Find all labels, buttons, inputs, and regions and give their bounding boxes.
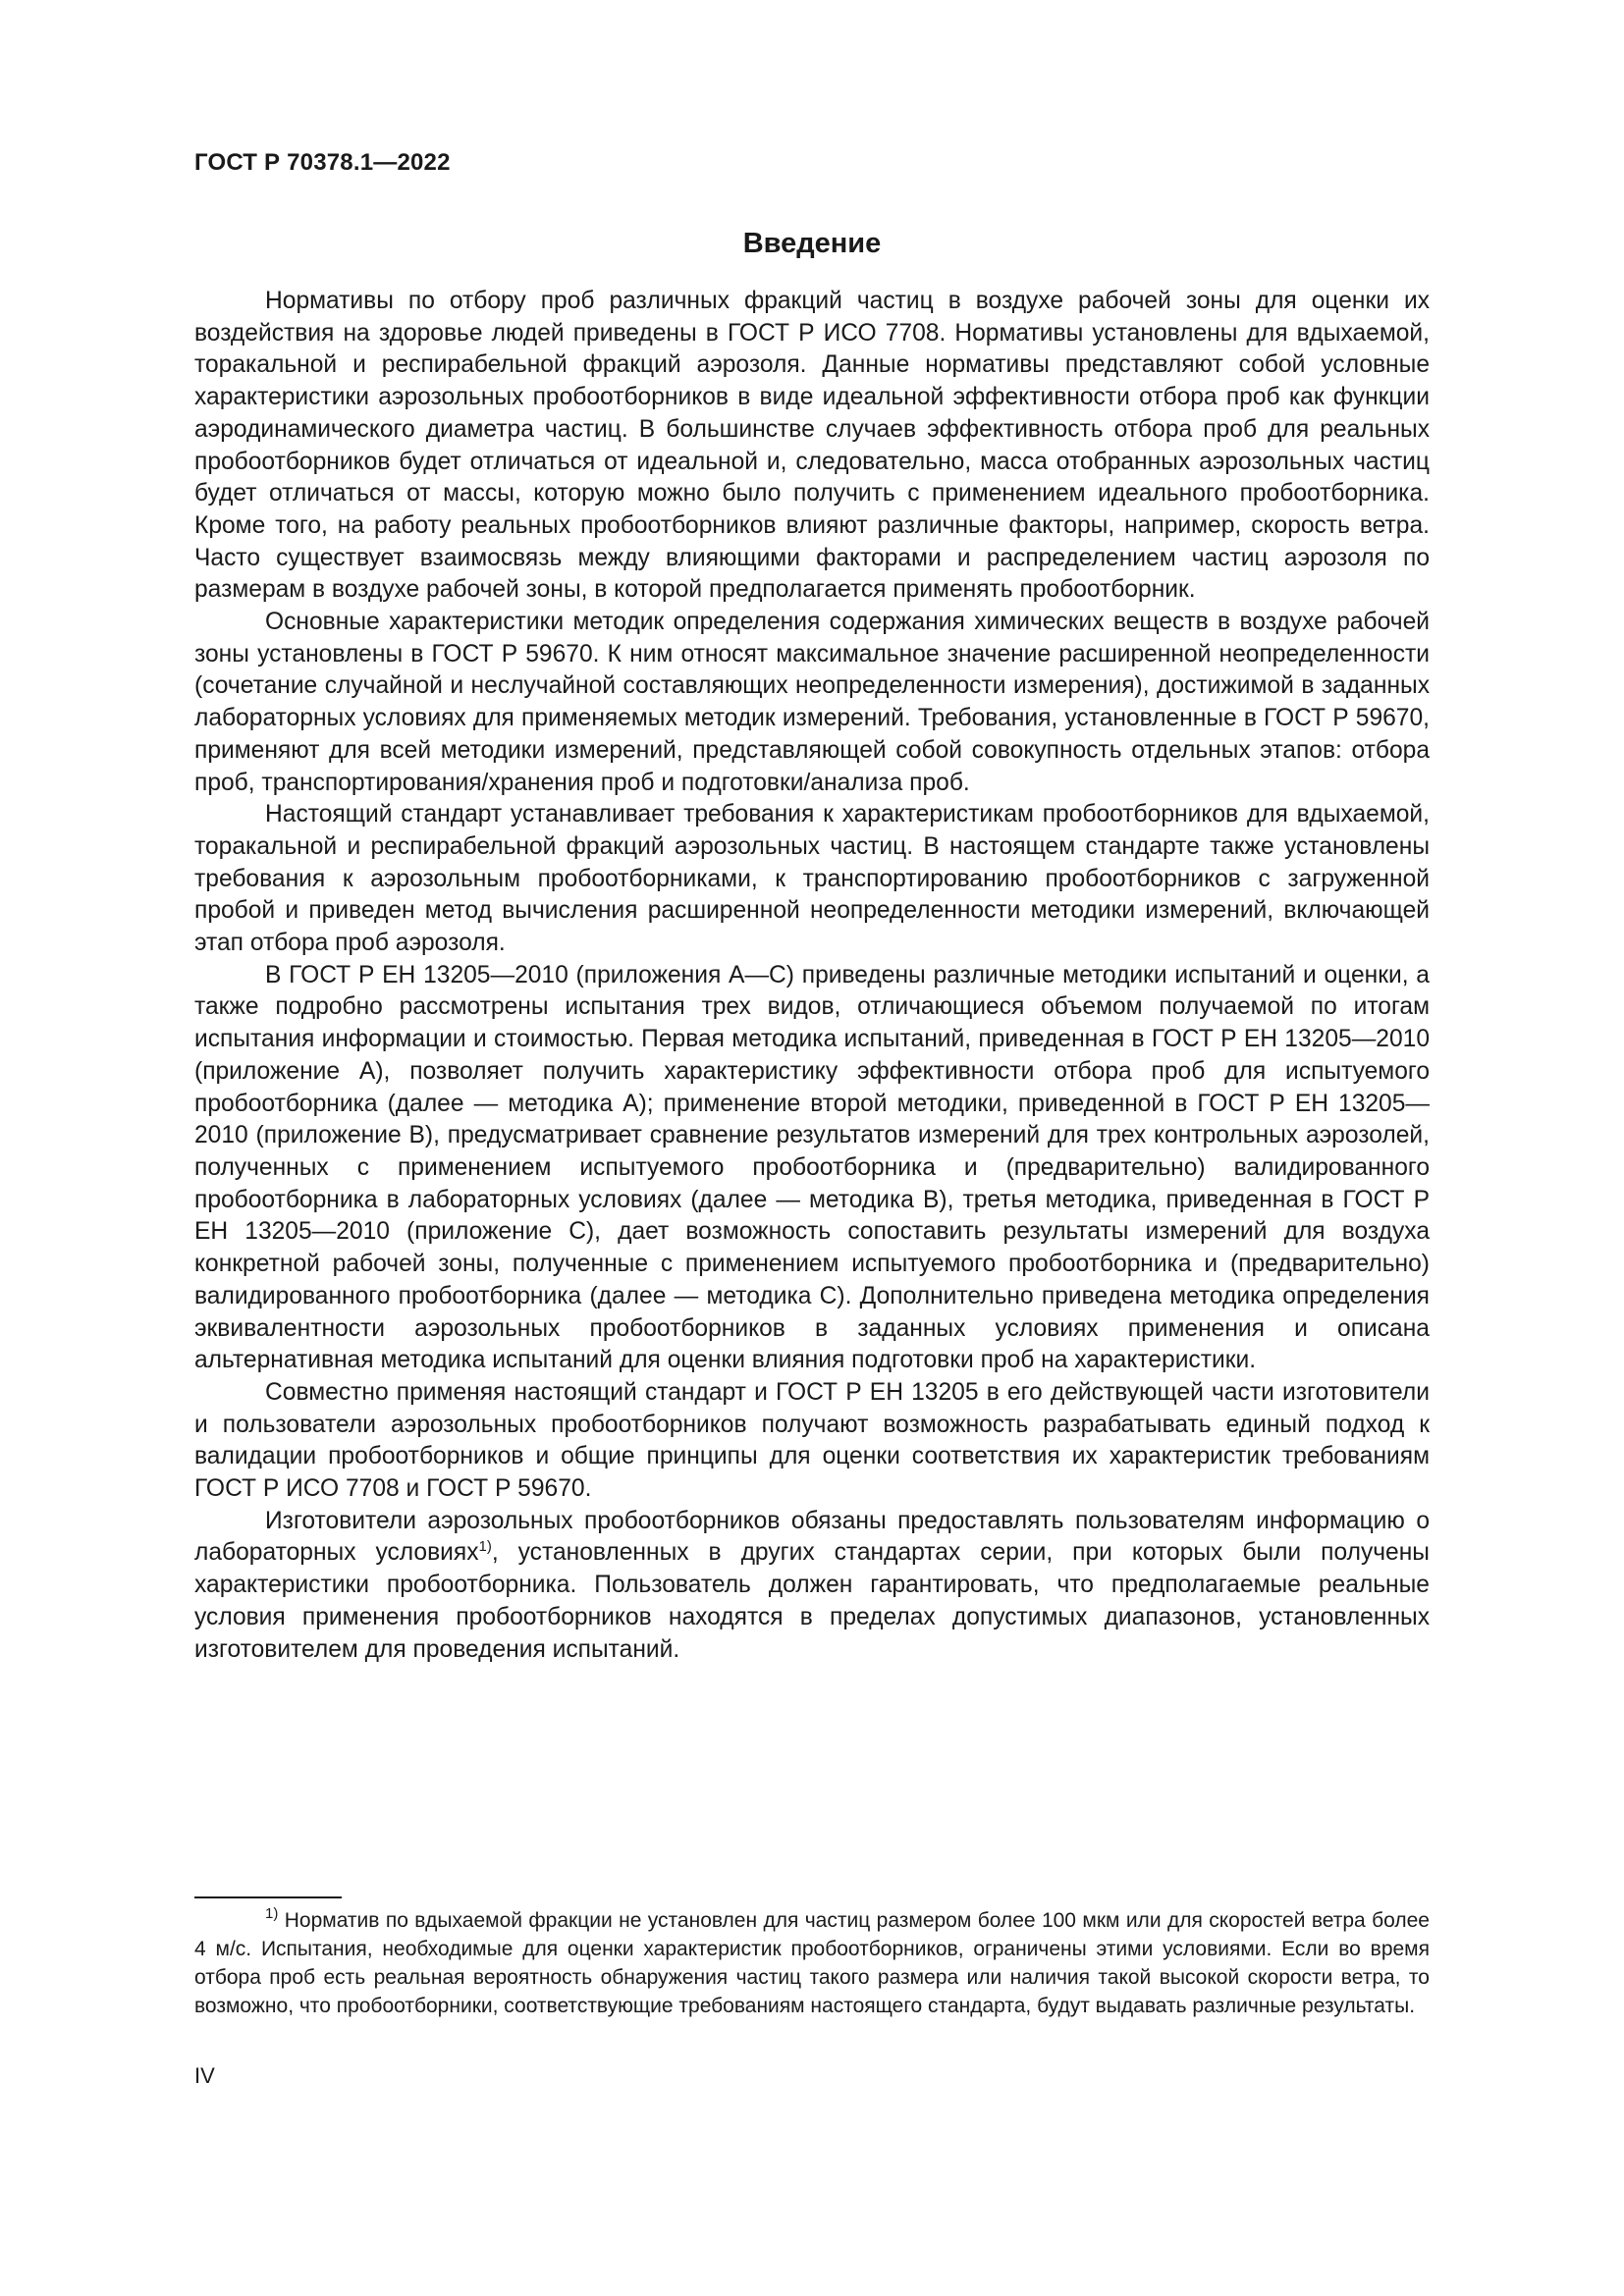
paragraph-3: Настоящий стандарт устанавливает требования к характеристикам пробоотборников для вдыхаемой, торакальной и респирабельной фракций аэрозольных частиц. В настоящем стандарте также установлены требования к аэрозольным пробоотборниками, к транспортированию пробоотборников с загруженной пробой и приведен метод вычисления расширенной неопределенности методики измерений, включающей этап отбора проб аэрозоля.	[194, 801, 1430, 957]
footnote	[194, 1906, 1430, 2020]
footnote-marker: 1)	[265, 1905, 279, 1922]
footnote-reference[interactable]: 1)	[478, 1538, 492, 1556]
footnote-divider	[194, 1896, 342, 1898]
paragraph-5: Совместно применяя настоящий стандарт и ГОСТ Р ЕН 13205 в его действующей части изготовители и пользователи аэрозольных пробоотборников получают возможность разрабатывать единый подход к валидации пробоотборников и общие принципы для оценки соответствия их характеристик требованиям ГОСТ Р ИСО 7708 и ГОСТ Р 59670.	[194, 1378, 1430, 1503]
document-header: ГОСТ Р 70378.1—2022	[194, 149, 451, 176]
page-number: IV	[194, 2063, 215, 2088]
section-title: Введение	[742, 228, 882, 259]
paragraph-6	[194, 1506, 1430, 1667]
footnote-text: Норматив по вдыхаемой фракции не установлен для частиц размером более 100 мкм или для скоростей ветра более 4 м/с. Испытания, необходимые для оценки характеристик пробоотборников, ограничены этими условиями. Если во время отбора проб есть реальная вероятность обнаружения частиц такого размера или наличия такой высокой скорости ветра, то возможно, что пробоотборники, соответствующие требованиям настоящего стандарта, будут выдавать различные результаты.	[194, 1909, 1430, 2017]
paragraph-6-start: Изготовители аэрозольных пробоотборников обязаны предоставлять пользователям информацию о лабораторных условиях	[194, 1507, 1430, 1567]
paragraph-2: Основные характеристики методик определения содержания химических веществ в воздухе рабочей зоны установлены в ГОСТ Р 59670. К ним относят максимальное значение расширенной неопределенности (сочетание случайной и неслучайной составляющих неопределенности измерения), достижимой в заданных лабораторных условиях для применяемых методик измерений. Требования, установленные в ГОСТ Р 59670, применяют для всей методики измерений, представляющей собой совокупность отдельных этапов: отбора проб, транспортирования/хранения проб и подготовки/анализа проб.	[194, 609, 1430, 796]
paragraph-6-end: , установленных в других стандартах серии, при которых были получены характеристики пробоотборника. Пользователь должен гарантировать, что предполагаемые реальные условия применения пробоотборников находятся в пределах допустимых диапазонов, установленных изготовителем для проведения испытаний.	[194, 1539, 1430, 1663]
body-text	[194, 286, 1430, 1666]
paragraph-1: Нормативы по отбору проб различных фракций частиц в воздухе рабочей зоны для оценки их воздействия на здоровье людей приведены в ГОСТ Р ИСО 7708. Нормативы установлены для вдыхаемой, торакальной и респирабельной фракций аэрозоля. Данные нормативы представляют собой условные характеристики аэрозольных пробоотборников в виде идеальной эффективности отбора проб как функции аэродинамического диаметра частиц. В большинстве случаев эффективность отбора проб для реальных пробоотборников будет отличаться от идеальной и, следовательно, масса отобранных аэрозольных частиц будет отличаться от массы, которую можно было получить с применением идеального пробоотборника. Кроме того, на работу реальных пробоотборников влияют различные факторы, например, скорость ветра. Часто существует взаимосвязь между влияющими факторами и распределением частиц аэрозоля по размерам в воздухе рабочей зоны, в которой предполагается применять пробоотборник.	[194, 288, 1430, 604]
paragraph-4: В ГОСТ Р ЕН 13205—2010 (приложения А—С) приведены различные методики испытаний и оценки, а также подробно рассмотрены испытания трех видов, отличающиеся объемом получаемой по итогам испытания информации и стоимостью. Первая методика испытаний, приведенная в ГОСТ Р ЕН 13205—2010 (приложение А), позволяет получить характеристику эффективности отбора проб для испытуемого пробоотборника (далее — методика А); применение второй методики, приведенной в ГОСТ Р ЕН 13205—2010 (приложение В), предусматривает сравнение результатов измерений для трех контрольных аэрозолей, полученных с применением испытуемого пробоотборника и (предварительно) валидированного пробоотборника в лабораторных условиях (далее — методика В), третья методика, приведенная в ГОСТ Р ЕН 13205—2010 (приложение С), дает возможность сопоставить результаты измерений для воздуха конкретной рабочей зоны, полученные с применением испытуемого пробоотборника и (предварительно) валидированного пробоотборника (далее — методика С). Дополнительно приведена методика определения эквивалентности аэрозольных пробоотборников в заданных условиях применения и описана альтернативная методика испытаний для оценки влияния подготовки проб на характеристики.	[194, 961, 1430, 1374]
